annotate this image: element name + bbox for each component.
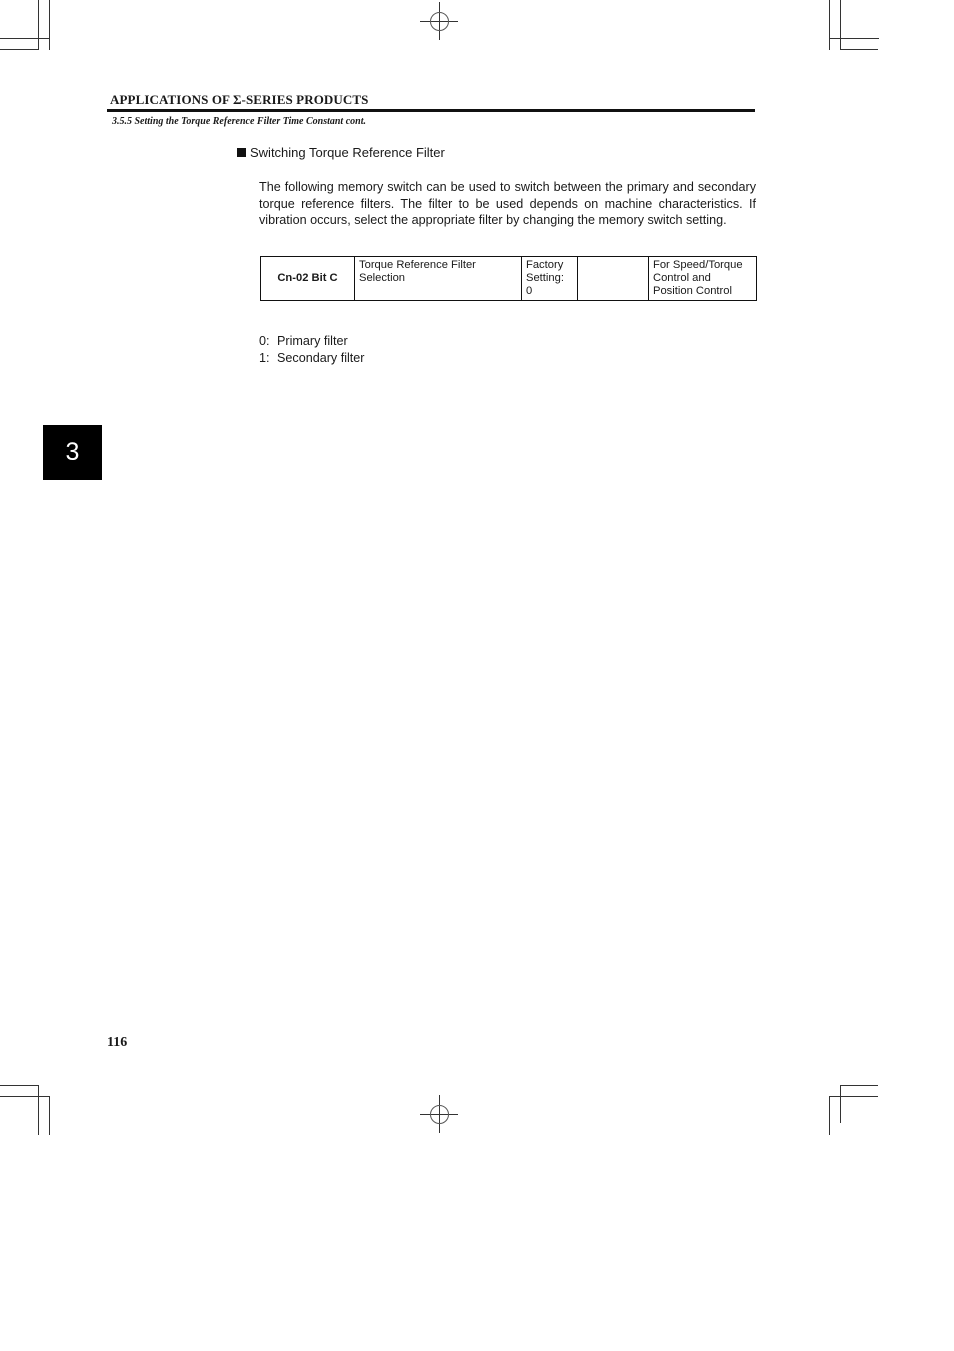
option-number: 1: [259, 350, 270, 365]
table-row [261, 257, 757, 301]
crop-mark [840, 0, 841, 50]
crop-mark [0, 49, 39, 50]
switch-name-line: Selection [359, 272, 406, 284]
crop-mark [38, 1085, 39, 1135]
body-paragraph: The following memory switch can be used to switch between the primary and secondary torque reference filters. The filter to be used depends on machine characteristics. If vibration occurs, select the appropriate filter by changing the memory switch setting. [259, 180, 756, 228]
switch-code-cell: Cn-02 Bit C [261, 257, 355, 301]
crop-mark [38, 0, 39, 50]
crop-mark [49, 1096, 50, 1135]
option-label: Primary filter [277, 334, 348, 348]
factory-setting-line: Factory [526, 259, 564, 271]
crop-mark [829, 38, 879, 39]
control-mode-line: Position Control [653, 285, 732, 297]
crop-mark [829, 0, 830, 50]
registration-mark-icon [420, 2, 458, 40]
crop-mark [0, 1096, 50, 1097]
crop-mark [0, 1085, 39, 1086]
page-number: 116 [107, 1035, 128, 1050]
factory-setting-value: 0 [526, 285, 533, 297]
crop-mark [829, 1096, 830, 1135]
black-square-icon [237, 148, 246, 157]
control-mode-line: For Speed/Torque [653, 259, 743, 271]
registration-mark-icon [420, 1095, 458, 1133]
memory-switch-table [260, 256, 757, 301]
header-rule [107, 109, 755, 112]
control-mode-line: Control and [653, 272, 711, 284]
list-item [259, 350, 365, 367]
crop-mark [840, 49, 878, 50]
list-item [259, 333, 365, 350]
section-heading [237, 145, 445, 160]
crop-mark [840, 1085, 878, 1086]
crop-mark [49, 0, 50, 50]
option-label: Secondary filter [277, 350, 365, 365]
option-number: 0: [259, 334, 270, 348]
running-header-title: APPLICATIONS OF Σ-SERIES PRODUCTS [110, 92, 369, 107]
blank-cell [578, 257, 649, 301]
control-mode-cell [649, 257, 757, 301]
running-header-subtitle: 3.5.5 Setting the Torque Reference Filter Time Constant cont. [112, 116, 366, 127]
section-heading-text: Switching Torque Reference Filter [250, 145, 445, 160]
switch-name-cell [355, 257, 522, 301]
crop-mark [0, 38, 50, 39]
crop-mark [829, 1096, 878, 1097]
setting-options-list [259, 333, 365, 366]
chapter-tab: 3 [43, 425, 102, 480]
factory-setting-cell [522, 257, 578, 301]
switch-name-line: Torque Reference Filter [359, 259, 476, 271]
crop-mark [840, 1085, 841, 1123]
factory-setting-line: Setting: [526, 272, 564, 284]
